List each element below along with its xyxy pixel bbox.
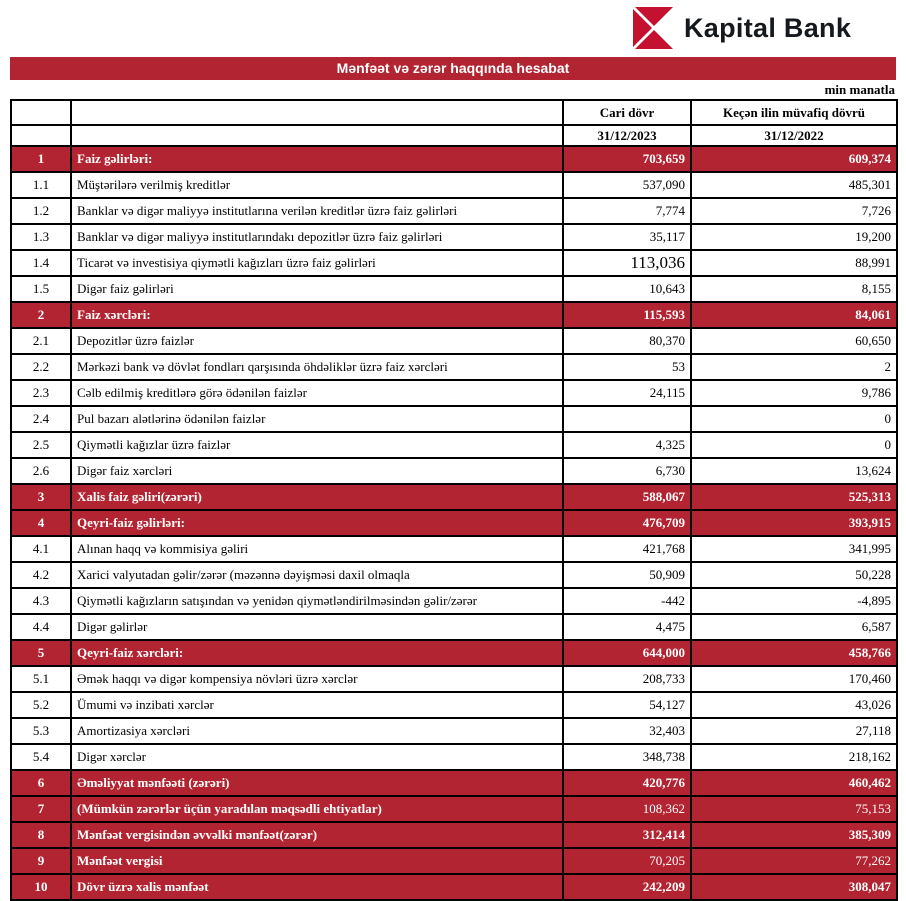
row-value-previous: 341,995	[691, 536, 897, 562]
row-value-previous: 13,624	[691, 458, 897, 484]
row-label: Faiz gəlirləri:	[71, 146, 563, 172]
page-header	[0, 0, 906, 57]
table-row	[11, 484, 897, 510]
row-value-current: 4,325	[563, 432, 691, 458]
table-row	[11, 302, 897, 328]
table-header-row	[11, 100, 897, 125]
row-label: Qeyri-faiz xərcləri:	[71, 640, 563, 666]
row-label: Digər xərclər	[71, 744, 563, 770]
row-value-current: 80,370	[563, 328, 691, 354]
row-value-current: 113,036	[563, 250, 691, 276]
brand	[633, 7, 851, 49]
table-row	[11, 146, 897, 172]
row-label: Xarici valyutadan gəlir/zərər (məzənnə dəyişməsi daxil olmaqla	[71, 562, 563, 588]
table-row	[11, 198, 897, 224]
table-row	[11, 640, 897, 666]
row-label: Amortizasiya xərcləri	[71, 718, 563, 744]
table-row	[11, 822, 897, 848]
table-row	[11, 510, 897, 536]
row-value-previous: 19,200	[691, 224, 897, 250]
row-number: 1.5	[11, 276, 71, 302]
row-number: 10	[11, 874, 71, 900]
row-value-previous: 458,766	[691, 640, 897, 666]
row-number: 4	[11, 510, 71, 536]
row-number: 1.1	[11, 172, 71, 198]
table-row	[11, 848, 897, 874]
table-row	[11, 328, 897, 354]
report-table-body	[11, 146, 897, 900]
row-number: 9	[11, 848, 71, 874]
row-value-current: 7,774	[563, 198, 691, 224]
row-number: 2.3	[11, 380, 71, 406]
row-label: Müştərilərə verilmiş kreditlər	[71, 172, 563, 198]
row-number: 2.1	[11, 328, 71, 354]
table-row	[11, 406, 897, 432]
table-row	[11, 458, 897, 484]
row-number: 5.3	[11, 718, 71, 744]
table-row	[11, 224, 897, 250]
income-statement-table	[10, 99, 898, 901]
table-row	[11, 172, 897, 198]
row-label: Ümumi və inzibati xərclər	[71, 692, 563, 718]
row-number: 5.2	[11, 692, 71, 718]
row-value-current: 35,117	[563, 224, 691, 250]
row-label: Banklar və digər maliyyə institutlarına verilən kreditlər üzrə faiz gəlirləri	[71, 198, 563, 224]
row-value-previous: 308,047	[691, 874, 897, 900]
header-previous-period: Keçən ilin müvafiq dövrü	[691, 100, 897, 125]
table-row	[11, 718, 897, 744]
row-value-current	[563, 406, 691, 432]
brand-name: Kapital Bank	[684, 12, 852, 43]
header-previous-date: 31/12/2022	[691, 125, 897, 146]
table-row	[11, 796, 897, 822]
table-row	[11, 276, 897, 302]
table-row	[11, 874, 897, 900]
row-number: 2.5	[11, 432, 71, 458]
row-value-previous: 485,301	[691, 172, 897, 198]
row-number: 3	[11, 484, 71, 510]
table-row	[11, 432, 897, 458]
row-label: Cəlb edilmiş kreditlərə görə ödənilən faizlər	[71, 380, 563, 406]
row-label: Qiymətli kağızların satışından və yenidən qiymətləndirilməsindən gəlir/zərər	[71, 588, 563, 614]
row-value-previous: 2	[691, 354, 897, 380]
row-value-previous: 84,061	[691, 302, 897, 328]
row-number: 4.3	[11, 588, 71, 614]
row-value-previous: 7,726	[691, 198, 897, 224]
table-row	[11, 588, 897, 614]
row-value-previous: 525,313	[691, 484, 897, 510]
row-value-current: 54,127	[563, 692, 691, 718]
row-number: 8	[11, 822, 71, 848]
row-value-current: 537,090	[563, 172, 691, 198]
row-value-current: -442	[563, 588, 691, 614]
row-value-current: 348,738	[563, 744, 691, 770]
row-number: 4.2	[11, 562, 71, 588]
row-label: Mənfəət vergisi	[71, 848, 563, 874]
row-value-previous: 43,026	[691, 692, 897, 718]
row-value-previous: 88,991	[691, 250, 897, 276]
row-label: Dövr üzrə xalis mənfəət	[71, 874, 563, 900]
row-label: Faiz xərcləri:	[71, 302, 563, 328]
row-value-current: 115,593	[563, 302, 691, 328]
row-label: Digər gəlirlər	[71, 614, 563, 640]
table-row	[11, 354, 897, 380]
row-label: Alınan haqq və kommisiya gəliri	[71, 536, 563, 562]
row-value-current: 242,209	[563, 874, 691, 900]
row-value-previous: 27,118	[691, 718, 897, 744]
report-title-bar: Mənfəət və zərər haqqında hesabat	[10, 57, 896, 80]
row-value-previous: 75,153	[691, 796, 897, 822]
row-number: 2.4	[11, 406, 71, 432]
row-number: 4.1	[11, 536, 71, 562]
row-label: Əməliyyat mənfəəti (zərəri)	[71, 770, 563, 796]
table-row	[11, 666, 897, 692]
header-current-date: 31/12/2023	[563, 125, 691, 146]
row-number: 2.6	[11, 458, 71, 484]
row-label: Banklar və digər maliyyə institutlarındakı depozitlər üzrə faiz gəlirləri	[71, 224, 563, 250]
row-number: 5	[11, 640, 71, 666]
row-value-previous: 0	[691, 432, 897, 458]
header-empty-label	[71, 100, 563, 125]
table-row	[11, 536, 897, 562]
row-number: 1	[11, 146, 71, 172]
header-empty-num	[11, 125, 71, 146]
row-value-previous: 60,650	[691, 328, 897, 354]
row-value-previous: 609,374	[691, 146, 897, 172]
row-number: 4.4	[11, 614, 71, 640]
row-value-current: 50,909	[563, 562, 691, 588]
row-value-previous: -4,895	[691, 588, 897, 614]
row-label: Ticarət və investisiya qiymətli kağızları üzrə faiz gəlirləri	[71, 250, 563, 276]
row-value-current: 70,205	[563, 848, 691, 874]
table-row	[11, 614, 897, 640]
table-row	[11, 380, 897, 406]
row-value-previous: 385,309	[691, 822, 897, 848]
row-value-current: 476,709	[563, 510, 691, 536]
row-number: 2.2	[11, 354, 71, 380]
row-label: Depozitlər üzrə faizlər	[71, 328, 563, 354]
row-number: 1.4	[11, 250, 71, 276]
row-value-previous: 170,460	[691, 666, 897, 692]
row-value-current: 108,362	[563, 796, 691, 822]
row-value-current: 644,000	[563, 640, 691, 666]
row-number: 5.4	[11, 744, 71, 770]
row-label: Digər faiz gəlirləri	[71, 276, 563, 302]
table-row	[11, 562, 897, 588]
row-value-current: 588,067	[563, 484, 691, 510]
row-label: Pul bazarı alətlərinə ödənilən faizlər	[71, 406, 563, 432]
row-value-previous: 218,162	[691, 744, 897, 770]
row-label: Mərkəzi bank və dövlət fondları qarşısında öhdəliklər üzrə faiz xərcləri	[71, 354, 563, 380]
row-value-previous: 77,262	[691, 848, 897, 874]
table-row	[11, 250, 897, 276]
row-number: 5.1	[11, 666, 71, 692]
row-value-previous: 0	[691, 406, 897, 432]
row-label: Qeyri-faiz gəlirləri:	[71, 510, 563, 536]
header-current-period: Cari dövr	[563, 100, 691, 125]
row-value-current: 32,403	[563, 718, 691, 744]
row-label: (Mümkün zərərlər üçün yaradılan məqsədli ehtiyatlar)	[71, 796, 563, 822]
row-number: 1.2	[11, 198, 71, 224]
table-header-dates-row	[11, 125, 897, 146]
row-label: Mənfəət vergisindən əvvəlki mənfəət(zərər)	[71, 822, 563, 848]
row-value-current: 208,733	[563, 666, 691, 692]
row-value-previous: 8,155	[691, 276, 897, 302]
table-row	[11, 770, 897, 796]
row-value-current: 10,643	[563, 276, 691, 302]
row-value-current: 4,475	[563, 614, 691, 640]
row-value-previous: 50,228	[691, 562, 897, 588]
row-label: Digər faiz xərcləri	[71, 458, 563, 484]
row-value-current: 703,659	[563, 146, 691, 172]
row-number: 6	[11, 770, 71, 796]
row-value-current: 312,414	[563, 822, 691, 848]
row-value-current: 421,768	[563, 536, 691, 562]
row-value-previous: 6,587	[691, 614, 897, 640]
row-value-previous: 9,786	[691, 380, 897, 406]
header-empty-label	[71, 125, 563, 146]
header-empty-num	[11, 100, 71, 125]
kapital-bank-logo-icon	[633, 7, 675, 49]
unit-note: min manatla	[824, 82, 895, 97]
row-value-current: 6,730	[563, 458, 691, 484]
row-value-previous: 393,915	[691, 510, 897, 536]
row-number: 7	[11, 796, 71, 822]
row-value-current: 420,776	[563, 770, 691, 796]
row-value-current: 24,115	[563, 380, 691, 406]
row-label: Xalis faiz gəliri(zərəri)	[71, 484, 563, 510]
row-label: Qiymətli kağızlar üzrə faizlər	[71, 432, 563, 458]
table-row	[11, 692, 897, 718]
row-value-current: 53	[563, 354, 691, 380]
row-number: 2	[11, 302, 71, 328]
row-number: 1.3	[11, 224, 71, 250]
row-label: Əmək haqqı və digər kompensiya növləri üzrə xərclər	[71, 666, 563, 692]
table-row	[11, 744, 897, 770]
row-value-previous: 460,462	[691, 770, 897, 796]
